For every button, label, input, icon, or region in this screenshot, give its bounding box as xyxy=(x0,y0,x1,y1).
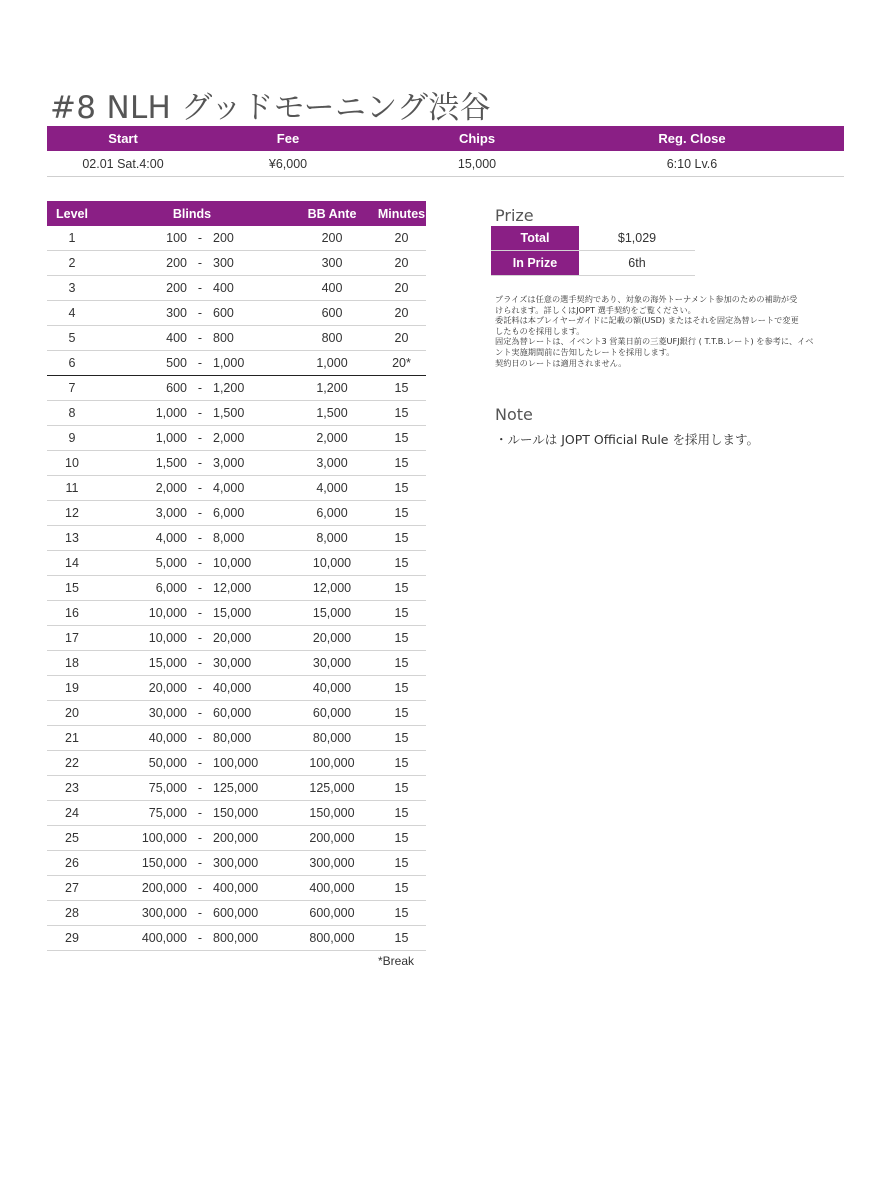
big-blind: 200,000 xyxy=(213,831,259,845)
minutes-cell: 15 xyxy=(394,531,409,545)
level-cell: 18 xyxy=(65,656,79,670)
level-cell: 1 xyxy=(68,231,76,245)
blinds-cell xyxy=(97,926,287,950)
big-blind: 80,000 xyxy=(213,731,252,745)
table-row xyxy=(47,276,426,301)
table-row xyxy=(47,726,426,751)
big-blind: 40,000 xyxy=(213,681,252,695)
minutes-cell: 15 xyxy=(394,831,409,845)
small-blind: 1,500 xyxy=(155,456,187,470)
big-blind: 150,000 xyxy=(213,806,259,820)
level-cell: 15 xyxy=(65,581,79,595)
value-reg-close: 6:10 Lv.6 xyxy=(666,156,718,171)
small-blind: 5,000 xyxy=(155,556,187,570)
table-row xyxy=(47,576,426,601)
blinds-cell xyxy=(97,476,287,500)
minutes-cell: 15 xyxy=(394,806,409,820)
minutes-cell: 15 xyxy=(394,481,409,495)
bb-ante-cell: 300 xyxy=(321,256,343,270)
bb-ante-cell: 300,000 xyxy=(309,856,355,870)
minutes-cell: 20 xyxy=(394,306,409,320)
blinds-cell xyxy=(97,876,287,900)
big-blind: 125,000 xyxy=(213,781,259,795)
small-blind: 10,000 xyxy=(148,631,187,645)
table-row xyxy=(47,651,426,676)
prize-total-value: $1,029 xyxy=(617,231,657,245)
blinds-cell xyxy=(97,276,287,300)
minutes-cell: 15 xyxy=(394,906,409,920)
level-cell: 6 xyxy=(68,356,76,370)
bb-ante-cell: 60,000 xyxy=(312,706,352,720)
blinds-cell xyxy=(97,451,287,475)
prize-note-line: けられます。詳しくはJOPT 選手契約をご覧ください。 xyxy=(495,304,696,315)
table-row xyxy=(47,751,426,776)
level-cell: 10 xyxy=(65,456,79,470)
small-blind: 100 xyxy=(166,231,187,245)
minutes-cell: 20* xyxy=(392,356,411,370)
level-cell: 17 xyxy=(65,631,79,645)
big-blind: 3,000 xyxy=(213,456,245,470)
table-row xyxy=(47,826,426,851)
level-cell: 22 xyxy=(65,756,79,770)
big-blind: 400,000 xyxy=(213,881,259,895)
level-cell: 19 xyxy=(65,681,79,695)
prize-total-row xyxy=(491,226,695,251)
minutes-cell: 15 xyxy=(394,731,409,745)
big-blind: 60,000 xyxy=(213,706,252,720)
minutes-cell: 15 xyxy=(394,631,409,645)
big-blind: 2,000 xyxy=(213,431,245,445)
blind-separator: - xyxy=(197,256,203,270)
blind-separator: - xyxy=(197,756,203,770)
small-blind: 1,000 xyxy=(155,406,187,420)
big-blind: 600 xyxy=(213,306,234,320)
blind-separator: - xyxy=(197,381,203,395)
break-footnote: *Break xyxy=(378,954,415,968)
header-level: Level xyxy=(56,206,88,221)
small-blind: 100,000 xyxy=(141,831,187,845)
bb-ante-cell: 600 xyxy=(321,306,343,320)
blind-separator: - xyxy=(197,806,203,820)
small-blind: 1,000 xyxy=(155,431,187,445)
small-blind: 600 xyxy=(166,381,187,395)
blinds-cell xyxy=(97,351,287,375)
prize-heading: Prize xyxy=(495,206,534,225)
level-cell: 8 xyxy=(68,406,76,420)
bb-ante-cell: 1,000 xyxy=(316,356,348,370)
table-row xyxy=(47,451,426,476)
prize-note-line: 契約日のレートは適用されません。 xyxy=(495,357,627,368)
table-row xyxy=(47,801,426,826)
prize-total-label: Total xyxy=(491,226,579,250)
bb-ante-cell: 1,200 xyxy=(316,381,348,395)
prize-inprize-row xyxy=(491,251,695,276)
blind-separator: - xyxy=(197,706,203,720)
table-row xyxy=(47,426,426,451)
blind-separator: - xyxy=(197,306,203,320)
header-chips: Chips xyxy=(458,131,496,146)
bb-ante-cell: 4,000 xyxy=(316,481,348,495)
level-cell: 3 xyxy=(68,281,76,295)
prize-note-line: 固定為替レートは、イベント3 営業日前の三菱UFJ銀行 ( T.T.B.レート) を参考に、イベ xyxy=(495,336,814,347)
prize-table xyxy=(491,226,695,276)
big-blind: 1,200 xyxy=(213,381,245,395)
small-blind: 200 xyxy=(166,281,187,295)
blinds-cell xyxy=(97,801,287,825)
bb-ante-cell: 600,000 xyxy=(309,906,355,920)
blind-separator: - xyxy=(197,656,203,670)
blind-separator: - xyxy=(197,831,203,845)
blinds-cell xyxy=(97,551,287,575)
small-blind: 30,000 xyxy=(148,706,187,720)
blinds-cell xyxy=(97,326,287,350)
bb-ante-cell: 400 xyxy=(321,281,343,295)
blind-structure-table xyxy=(47,201,426,951)
prize-notes xyxy=(495,294,841,368)
header-start: Start xyxy=(108,131,138,146)
small-blind: 75,000 xyxy=(148,806,187,820)
table-row xyxy=(47,926,426,951)
level-cell: 9 xyxy=(68,431,76,445)
bb-ante-cell: 12,000 xyxy=(312,581,352,595)
small-blind: 2,000 xyxy=(155,481,187,495)
big-blind: 1,500 xyxy=(213,406,245,420)
level-cell: 23 xyxy=(65,781,79,795)
level-cell: 25 xyxy=(65,831,79,845)
big-blind: 200 xyxy=(213,231,234,245)
small-blind: 400,000 xyxy=(141,931,187,945)
bb-ante-cell: 800 xyxy=(321,331,343,345)
big-blind: 4,000 xyxy=(213,481,245,495)
blind-table-body xyxy=(47,226,426,951)
table-row xyxy=(47,701,426,726)
big-blind: 8,000 xyxy=(213,531,245,545)
value-start: 02.01 Sat.4:00 xyxy=(82,156,164,171)
bb-ante-cell: 10,000 xyxy=(312,556,352,570)
header-blinds: Blinds xyxy=(172,206,212,221)
bb-ante-cell: 1,500 xyxy=(316,406,348,420)
blinds-cell xyxy=(97,751,287,775)
blinds-cell xyxy=(97,901,287,925)
minutes-cell: 15 xyxy=(394,781,409,795)
event-info-header xyxy=(47,126,844,151)
blind-separator: - xyxy=(197,856,203,870)
level-cell: 12 xyxy=(65,506,79,520)
small-blind: 500 xyxy=(166,356,187,370)
minutes-cell: 15 xyxy=(394,381,409,395)
level-cell: 16 xyxy=(65,606,79,620)
blind-separator: - xyxy=(197,481,203,495)
blinds-cell xyxy=(97,301,287,325)
blind-separator: - xyxy=(197,281,203,295)
blind-separator: - xyxy=(197,681,203,695)
small-blind: 150,000 xyxy=(141,856,187,870)
blind-separator: - xyxy=(197,906,203,920)
blinds-cell xyxy=(97,376,287,400)
blinds-cell xyxy=(97,676,287,700)
table-row xyxy=(47,876,426,901)
small-blind: 4,000 xyxy=(155,531,187,545)
big-blind: 300,000 xyxy=(213,856,259,870)
small-blind: 300 xyxy=(166,306,187,320)
page-title: #8 NLH グッドモーニング渋谷 xyxy=(50,90,491,126)
big-blind: 800 xyxy=(213,331,234,345)
table-row xyxy=(47,551,426,576)
minutes-cell: 20 xyxy=(394,231,409,245)
table-row xyxy=(47,526,426,551)
bb-ante-cell: 30,000 xyxy=(312,656,352,670)
prize-note-line: ント実施期間前に告知したレートを採用します。 xyxy=(495,346,675,357)
table-row xyxy=(47,776,426,801)
big-blind: 15,000 xyxy=(213,606,252,620)
bb-ante-cell: 15,000 xyxy=(312,606,352,620)
table-row xyxy=(47,601,426,626)
minutes-cell: 20 xyxy=(394,256,409,270)
level-cell: 14 xyxy=(65,556,79,570)
table-row xyxy=(47,626,426,651)
blind-table-header xyxy=(47,201,426,226)
small-blind: 200 xyxy=(166,256,187,270)
table-row xyxy=(47,326,426,351)
blind-separator: - xyxy=(197,606,203,620)
table-row xyxy=(47,251,426,276)
level-cell: 24 xyxy=(65,806,79,820)
table-row xyxy=(47,301,426,326)
blinds-cell xyxy=(97,576,287,600)
minutes-cell: 20 xyxy=(394,281,409,295)
bb-ante-cell: 200 xyxy=(321,231,343,245)
event-info-values xyxy=(47,151,844,177)
minutes-cell: 15 xyxy=(394,431,409,445)
bb-ante-cell: 3,000 xyxy=(316,456,348,470)
small-blind: 75,000 xyxy=(148,781,187,795)
small-blind: 50,000 xyxy=(148,756,187,770)
blind-separator: - xyxy=(197,581,203,595)
minutes-cell: 15 xyxy=(394,506,409,520)
small-blind: 6,000 xyxy=(155,581,187,595)
bb-ante-cell: 800,000 xyxy=(309,931,355,945)
minutes-cell: 15 xyxy=(394,756,409,770)
small-blind: 20,000 xyxy=(148,681,187,695)
minutes-cell: 15 xyxy=(394,606,409,620)
blinds-cell xyxy=(97,701,287,725)
blinds-cell xyxy=(97,601,287,625)
blinds-cell xyxy=(97,651,287,675)
big-blind: 20,000 xyxy=(213,631,252,645)
note-heading: Note xyxy=(495,405,533,424)
level-cell: 5 xyxy=(68,331,76,345)
minutes-cell: 15 xyxy=(394,581,409,595)
blinds-cell xyxy=(97,426,287,450)
blind-separator: - xyxy=(197,781,203,795)
value-chips: 15,000 xyxy=(457,156,497,171)
big-blind: 1,000 xyxy=(213,356,245,370)
blinds-cell xyxy=(97,626,287,650)
level-cell: 27 xyxy=(65,881,79,895)
blinds-cell xyxy=(97,526,287,550)
level-cell: 26 xyxy=(65,856,79,870)
level-cell: 11 xyxy=(65,481,79,495)
bb-ante-cell: 200,000 xyxy=(309,831,355,845)
minutes-cell: 15 xyxy=(394,456,409,470)
table-row xyxy=(47,501,426,526)
level-cell: 21 xyxy=(65,731,79,745)
blinds-cell xyxy=(97,501,287,525)
big-blind: 600,000 xyxy=(213,906,259,920)
level-cell: 13 xyxy=(65,531,79,545)
table-row xyxy=(47,226,426,251)
prize-inprize-value: 6th xyxy=(628,256,646,270)
big-blind: 12,000 xyxy=(213,581,252,595)
blinds-cell xyxy=(97,726,287,750)
blind-separator: - xyxy=(197,506,203,520)
bb-ante-cell: 125,000 xyxy=(309,781,355,795)
table-row xyxy=(47,901,426,926)
minutes-cell: 15 xyxy=(394,556,409,570)
blind-separator: - xyxy=(197,556,203,570)
minutes-cell: 15 xyxy=(394,881,409,895)
minutes-cell: 15 xyxy=(394,406,409,420)
prize-note-line: 委託料は本プレイヤーガイドに記載の額(USD) またはそれを固定為替レートで変更 xyxy=(495,315,799,326)
blind-separator: - xyxy=(197,406,203,420)
blind-separator: - xyxy=(197,531,203,545)
header-reg-close: Reg. Close xyxy=(658,131,726,146)
small-blind: 200,000 xyxy=(141,881,187,895)
blind-separator: - xyxy=(197,431,203,445)
bb-ante-cell: 40,000 xyxy=(312,681,352,695)
blinds-cell xyxy=(97,401,287,425)
table-row xyxy=(47,676,426,701)
level-cell: 2 xyxy=(68,256,76,270)
bb-ante-cell: 8,000 xyxy=(316,531,348,545)
big-blind: 10,000 xyxy=(213,556,252,570)
big-blind: 6,000 xyxy=(213,506,245,520)
note-text: ・ルールは JOPT Official Rule を採用します。 xyxy=(495,432,759,447)
bb-ante-cell: 80,000 xyxy=(312,731,352,745)
bb-ante-cell: 150,000 xyxy=(309,806,355,820)
blinds-cell xyxy=(97,251,287,275)
table-row xyxy=(47,401,426,426)
table-row xyxy=(47,376,426,401)
blind-separator: - xyxy=(197,456,203,470)
blind-separator: - xyxy=(197,356,203,370)
prize-note-line: プライズは任意の選手契約であり、対象の海外トーナメント参加のための補助が受 xyxy=(495,294,798,304)
bb-ante-cell: 100,000 xyxy=(309,756,355,770)
bb-ante-cell: 6,000 xyxy=(316,506,348,520)
level-cell: 4 xyxy=(68,306,76,320)
table-row xyxy=(47,851,426,876)
level-cell: 28 xyxy=(65,906,79,920)
value-fee: ¥6,000 xyxy=(268,156,308,171)
header-minutes: Minutes xyxy=(377,206,426,221)
big-blind: 800,000 xyxy=(213,931,259,945)
bb-ante-cell: 20,000 xyxy=(312,631,352,645)
blind-separator: - xyxy=(197,731,203,745)
big-blind: 400 xyxy=(213,281,234,295)
blinds-cell xyxy=(97,226,287,250)
minutes-cell: 15 xyxy=(394,931,409,945)
small-blind: 15,000 xyxy=(148,656,187,670)
small-blind: 3,000 xyxy=(155,506,187,520)
level-cell: 20 xyxy=(65,706,79,720)
small-blind: 400 xyxy=(166,331,187,345)
blind-separator: - xyxy=(197,631,203,645)
prize-note-line: したものを採用します。 xyxy=(495,325,585,336)
minutes-cell: 15 xyxy=(394,681,409,695)
minutes-cell: 15 xyxy=(394,856,409,870)
header-bb-ante: BB Ante xyxy=(307,206,357,221)
minutes-cell: 15 xyxy=(394,706,409,720)
table-row xyxy=(47,476,426,501)
blind-separator: - xyxy=(197,931,203,945)
big-blind: 100,000 xyxy=(213,756,259,770)
small-blind: 300,000 xyxy=(141,906,187,920)
blinds-cell xyxy=(97,826,287,850)
minutes-cell: 20 xyxy=(394,331,409,345)
level-cell: 29 xyxy=(65,931,79,945)
small-blind: 40,000 xyxy=(148,731,187,745)
blind-separator: - xyxy=(197,331,203,345)
blinds-cell xyxy=(97,851,287,875)
table-row xyxy=(47,351,426,376)
blinds-cell xyxy=(97,776,287,800)
event-info-table xyxy=(47,126,844,177)
small-blind: 10,000 xyxy=(148,606,187,620)
bb-ante-cell: 2,000 xyxy=(316,431,348,445)
minutes-cell: 15 xyxy=(394,656,409,670)
big-blind: 300 xyxy=(213,256,234,270)
header-fee: Fee xyxy=(276,131,300,146)
blind-separator: - xyxy=(197,881,203,895)
blind-separator: - xyxy=(197,231,203,245)
level-cell: 7 xyxy=(68,381,76,395)
big-blind: 30,000 xyxy=(213,656,252,670)
prize-inprize-label: In Prize xyxy=(491,251,579,275)
bb-ante-cell: 400,000 xyxy=(309,881,355,895)
